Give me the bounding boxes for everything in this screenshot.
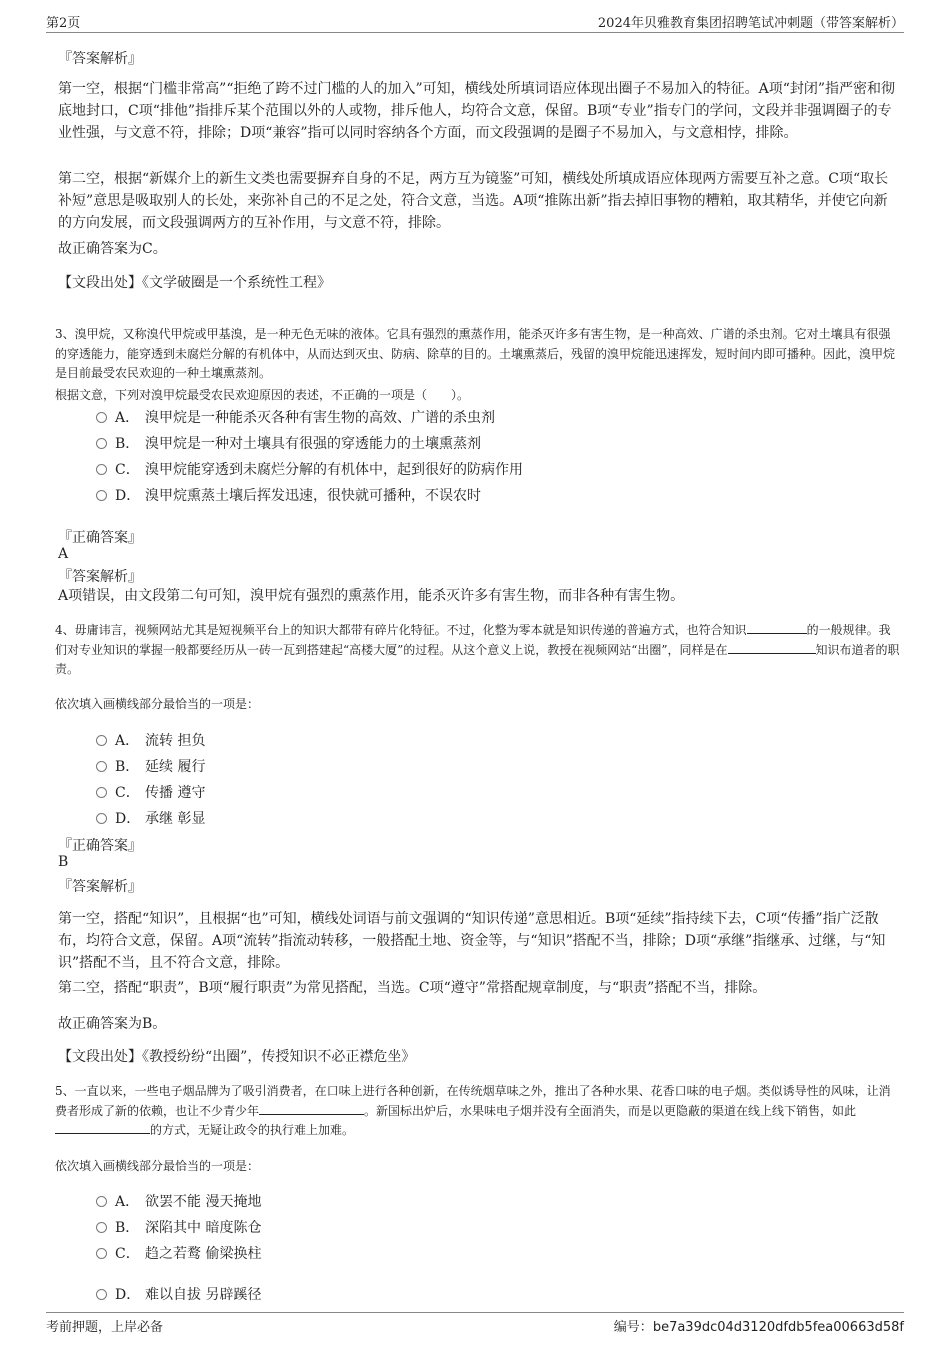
radio-button[interactable] [96, 464, 107, 475]
option-text: 溴甲烷熏蒸土壤后挥发迅速，很快就可播种，不误农时 [145, 488, 481, 504]
q3-answer: A [58, 546, 69, 562]
q5-option-a[interactable] [96, 1191, 261, 1211]
q2-analysis-para1: 第一空，根据“门槛非常高”“拒绝了跨不过门槛的人的加入”可知，横线处所填词语应体现出圈子不易加入的特征。A项“封闭”指严密和彻底地封口，C项“排他”指排斥某个范围以外的人或物，排斥他人，均符合文意，保留。B项“专业”指专门的学问，文段并非强调圈子的专业性强，与文意不符，排除；D项“兼容”指可以同时容纳各个方面，而文段强调的是圈子不易加入，与文意相悖，排除。 [58, 81, 896, 141]
option-letter: A． [115, 733, 140, 749]
fill-blank [259, 1102, 364, 1115]
option-letter: D． [115, 1287, 141, 1303]
q5-option-d[interactable] [96, 1284, 261, 1304]
option-text: 延续 履行 [145, 759, 206, 775]
q2-conclusion: 故正确答案为C。 [58, 241, 167, 257]
q4-analysis-para2: 第二空，搭配“职责”，B项“履行职责”为常见搭配，当选。C项“遵守”常搭配规章制度，与“职责”搭配不当，排除。 [58, 980, 767, 996]
radio-button[interactable] [96, 1289, 107, 1300]
page-footer [46, 1312, 904, 1335]
q4-option-b[interactable] [96, 756, 205, 776]
q4-stem-part1: 4、毋庸讳言，视频网站尤其是短视频平台上的知识大都带有碎片化特征。不过，化整为零本就是知识传递的普遍方式，也符合知识 [55, 623, 747, 637]
option-letter: C． [115, 785, 140, 801]
option-text: 难以自拔 另辟蹊径 [145, 1287, 262, 1303]
fill-blank [728, 641, 816, 654]
option-text: 趋之若鹜 偷梁换柱 [145, 1246, 262, 1262]
q5-stem-part2: 。新国标出炉后，水果味电子烟并没有全面消失，而是以更隐蔽的渠道在线上线下销售，如此 [364, 1103, 857, 1118]
radio-button[interactable] [96, 1222, 107, 1233]
q4-answer-title: 『正确答案』 [58, 838, 142, 854]
option-text: 溴甲烷是一种对土壤具有很强的穿透能力的土壤熏蒸剂 [145, 436, 481, 452]
option-letter: C． [115, 1246, 140, 1262]
option-letter: D． [115, 811, 141, 827]
radio-button[interactable] [96, 735, 107, 746]
page-number: 第2页 [46, 16, 81, 31]
q3-option-c[interactable] [96, 459, 523, 479]
footer-slogan: 考前押题，上岸必备 [46, 1320, 164, 1335]
q4-option-c[interactable] [96, 782, 205, 802]
q3-option-a[interactable] [96, 407, 495, 427]
code-label: 编号： [613, 1320, 653, 1335]
page-header [46, 10, 904, 33]
q5-option-b[interactable] [96, 1217, 261, 1237]
q5-stem-part1: 5、一直以来，一些电子烟品牌为了吸引消费者，在口味上进行各种创新，在传统烟草味之外，推出了各种水果、花香口味的电子烟。类似诱导性的风味，让消费者形成了新的依赖，也让不少青少年 [55, 1084, 891, 1118]
radio-button[interactable] [96, 813, 107, 824]
q3-analysis-title: 『答案解析』 [58, 569, 142, 585]
q5-option-c[interactable] [96, 1243, 261, 1263]
q2-analysis-para2: 第二空，根据“新媒介上的新生文类也需要摒弃自身的不足，两方互为镜鉴”可知，横线处所填成语应体现两方需要互补之意。C项“取长补短”意思是吸取别人的长处，来弥补自己的不足之处，符合文意，当选。A项“推陈出新”指去掉旧事物的糟粕，取其精华，并使它向新的方向发展，而文段强调两方的互补作用，与文意不符，排除。 [58, 171, 889, 231]
fill-blank [55, 1121, 150, 1134]
q3-question: 根据文意，下列对溴甲烷最受农民欢迎原因的表述，不正确的一项是（ ）。 [55, 388, 470, 402]
radio-button[interactable] [96, 412, 107, 423]
q4-instruction: 依次填入画横线部分最恰当的一项是： [55, 697, 260, 711]
q4-stem-part3: 知识布道者的职责。 [55, 642, 900, 676]
option-letter: D． [115, 488, 141, 504]
q3-stem: 3、溴甲烷，又称溴代甲烷或甲基溴，是一种无色无味的液体。它具有强烈的熏蒸作用，能杀灭许多有害生物，是一种高效、广谱的杀虫剂。它对土壤具有很强的穿透能力，能穿透到未腐烂分解的有机体中，从而达到灭虫、防病、除草的目的。土壤熏蒸后，残留的溴甲烷能迅速挥发，短时间内即可播种。因此，溴甲烷是目前最受农民欢迎的一种土壤熏蒸剂。 [55, 327, 896, 380]
radio-button[interactable] [96, 761, 107, 772]
option-text: 承继 彰显 [145, 811, 206, 827]
document-title: 2024年贝雅教育集团招聘笔试冲刺题（带答案解析） [597, 16, 904, 31]
option-text: 欲罢不能 漫天掩地 [145, 1194, 262, 1210]
q4-answer: B [58, 854, 69, 870]
option-letter: C． [115, 462, 140, 478]
option-letter: B． [115, 1220, 140, 1236]
option-text: 溴甲烷是一种能杀灭各种有害生物的高效、广谱的杀虫剂 [145, 410, 495, 426]
q2-source: 【文段出处】《文学破圈是一个系统性工程》 [58, 275, 331, 291]
code-value: be7a39dc04d3120dfdb5fea00663d58f [652, 1320, 904, 1335]
option-text: 流转 担负 [145, 733, 206, 749]
radio-button[interactable] [96, 438, 107, 449]
q3-option-d[interactable] [96, 485, 481, 505]
q3-option-b[interactable] [96, 433, 481, 453]
q3-analysis: A项错误，由文段第二句可知，溴甲烷有强烈的熏蒸作用，能杀灭许多有害生物，而非各种有害生物。 [58, 588, 685, 604]
radio-button[interactable] [96, 787, 107, 798]
option-letter: A． [115, 1194, 140, 1210]
q4-conclusion: 故正确答案为B。 [58, 1016, 167, 1032]
q4-source: 【文段出处】《教授纷纷“出圈”，传授知识不必正襟危坐》 [58, 1049, 416, 1065]
q4-option-d[interactable] [96, 808, 205, 828]
q4-analysis-title: 『答案解析』 [58, 879, 142, 895]
footer-code [614, 1316, 904, 1335]
radio-button[interactable] [96, 1196, 107, 1207]
radio-button[interactable] [96, 1248, 107, 1259]
option-text: 溴甲烷能穿透到未腐烂分解的有机体中，起到很好的防病作用 [145, 462, 523, 478]
option-letter: A． [115, 410, 140, 426]
q3-answer-title: 『正确答案』 [58, 530, 142, 546]
fill-blank [747, 621, 807, 634]
radio-button[interactable] [96, 490, 107, 501]
option-letter: B． [115, 436, 140, 452]
option-text: 深陷其中 暗度陈仓 [145, 1220, 262, 1236]
option-text: 传播 遵守 [145, 785, 206, 801]
q4-analysis-para1: 第一空，搭配“知识”，且根据“也”可知，横线处词语与前文强调的“知识传递”意思相近。B项“延续”指持续下去，C项“传播”指广泛散布，均符合文意，保留。A项“流转”指流动转移，一般搭配土地、资金等，与“知识”搭配不当，排除；D项“承继”指继承、过继，与“知识”搭配不当，且不符合文意，排除。 [58, 911, 886, 971]
q2-analysis-title: 『答案解析』 [58, 51, 142, 67]
q5-stem-part3: 的方式，无疑让政令的执行难上加难。 [150, 1123, 355, 1137]
q4-stem [55, 621, 900, 680]
q5-stem [55, 1082, 900, 1141]
q5-instruction: 依次填入画横线部分最恰当的一项是： [55, 1159, 260, 1173]
q4-stem-part2: 的一般规律。我们对专业知识的掌握一般都要经历从一砖一瓦到搭建起“高楼大厦”的过程。从这个意义上说，教授在视频网站“出圈”，同样是在 [55, 623, 891, 657]
option-letter: B． [115, 759, 140, 775]
q4-option-a[interactable] [96, 730, 205, 750]
